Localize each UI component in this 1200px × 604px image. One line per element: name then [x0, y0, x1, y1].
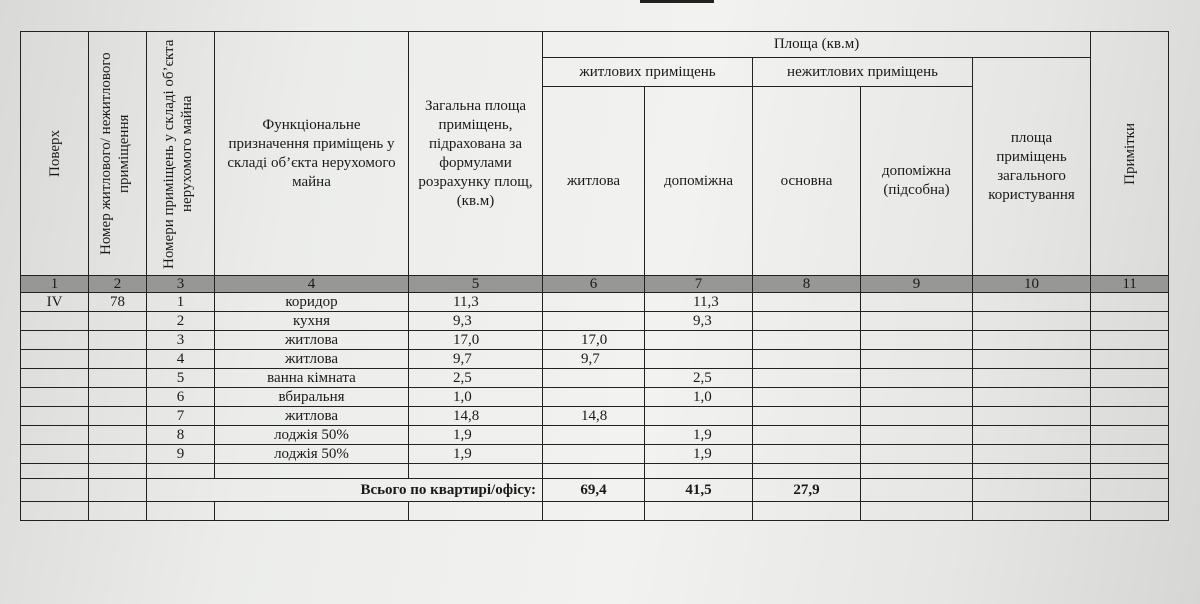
table-row	[21, 350, 1169, 369]
aux-area-cell	[645, 350, 753, 369]
header-area-group: Площа (кв.м)	[543, 32, 1091, 58]
room-name-cell: житлова	[215, 407, 409, 426]
table-row	[21, 331, 1169, 350]
total-area-cell: 2,5	[409, 369, 543, 388]
unit-cell	[89, 312, 147, 331]
header-unit-number: Номер житлового/ нежитлового приміщення	[89, 32, 147, 276]
floor-cell	[21, 426, 89, 445]
header-nonresidential: нежитлових приміщень	[753, 58, 973, 87]
floor-cell	[21, 407, 89, 426]
table-row	[21, 445, 1169, 464]
room-number-cell: 2	[147, 312, 215, 331]
header-floor: Поверх	[21, 32, 89, 276]
aux-area-cell	[645, 407, 753, 426]
room-name-cell: вбиральня	[215, 388, 409, 407]
room-number-cell: 5	[147, 369, 215, 388]
total-area-cell: 14,8	[409, 407, 543, 426]
aux-area-cell: 1,0	[645, 388, 753, 407]
table-row	[21, 293, 1169, 312]
room-number-cell: 8	[147, 426, 215, 445]
header-common-use: площа приміщень загального користування	[973, 58, 1091, 276]
column-number: 9	[861, 276, 973, 293]
column-number: 4	[215, 276, 409, 293]
table-row	[21, 369, 1169, 388]
column-number: 5	[409, 276, 543, 293]
total-area-cell: 11,3	[409, 293, 543, 312]
floor-cell	[21, 388, 89, 407]
totals-living-area: 41,5	[645, 479, 753, 502]
top-edge-mark	[640, 0, 714, 3]
living-area-cell: 17,0	[543, 331, 645, 350]
living-area-cell: 9,7	[543, 350, 645, 369]
room-name-cell: лоджія 50%	[215, 426, 409, 445]
table-row	[21, 426, 1169, 445]
table-row	[21, 407, 1169, 426]
header-room-numbers: Номери приміщень у складі об’єкта нерухомого майна	[147, 32, 215, 276]
room-name-cell: ванна кімната	[215, 369, 409, 388]
living-area-cell	[543, 445, 645, 464]
living-area-cell	[543, 388, 645, 407]
aux-area-cell	[645, 331, 753, 350]
room-number-cell: 9	[147, 445, 215, 464]
floor-cell	[21, 350, 89, 369]
aux-area-cell: 1,9	[645, 426, 753, 445]
unit-cell	[89, 388, 147, 407]
blank-row	[21, 464, 1169, 479]
header-notes: Примітки	[1091, 32, 1169, 276]
totals-row	[21, 479, 1169, 502]
aux-area-cell: 2,5	[645, 369, 753, 388]
column-number: 11	[1091, 276, 1169, 293]
table-row	[21, 312, 1169, 331]
column-number: 8	[753, 276, 861, 293]
totals-aux-area: 27,9	[753, 479, 861, 502]
living-area-cell	[543, 312, 645, 331]
area-explication-table	[20, 31, 1169, 521]
column-numbers-row	[21, 276, 1169, 293]
blank-row	[21, 502, 1169, 521]
total-area-cell: 9,3	[409, 312, 543, 331]
header-auxiliary-support: допоміжна (підсобна)	[861, 87, 973, 276]
totals-label: Всього по квартирі/офісу:	[147, 479, 543, 502]
total-area-cell: 1,9	[409, 445, 543, 464]
room-number-cell: 6	[147, 388, 215, 407]
room-number-cell: 3	[147, 331, 215, 350]
living-area-cell	[543, 293, 645, 312]
table-row	[21, 388, 1169, 407]
column-number: 2	[89, 276, 147, 293]
header-living: житлова	[543, 87, 645, 276]
floor-cell	[21, 331, 89, 350]
floor-cell: IV	[21, 293, 89, 312]
unit-cell	[89, 350, 147, 369]
unit-cell	[89, 407, 147, 426]
floor-cell	[21, 445, 89, 464]
unit-cell	[89, 331, 147, 350]
unit-cell	[89, 369, 147, 388]
room-number-cell: 7	[147, 407, 215, 426]
aux-area-cell: 9,3	[645, 312, 753, 331]
living-area-cell	[543, 369, 645, 388]
column-number: 1	[21, 276, 89, 293]
living-area-cell: 14,8	[543, 407, 645, 426]
header-auxiliary: допоміжна	[645, 87, 753, 276]
unit-cell	[89, 426, 147, 445]
floor-cell	[21, 369, 89, 388]
aux-area-cell: 1,9	[645, 445, 753, 464]
header-main: основна	[753, 87, 861, 276]
room-number-cell: 4	[147, 350, 215, 369]
total-area-cell: 9,7	[409, 350, 543, 369]
room-name-cell: кухня	[215, 312, 409, 331]
column-number: 7	[645, 276, 753, 293]
header-residential: житлових приміщень	[543, 58, 753, 87]
header-total-area: Загальна площа приміщень, підрахована за формулами розрахунку площ, (кв.м)	[409, 32, 543, 276]
room-name-cell: житлова	[215, 350, 409, 369]
room-number-cell: 1	[147, 293, 215, 312]
floor-cell	[21, 312, 89, 331]
totals-total-area: 69,4	[543, 479, 645, 502]
living-area-cell	[543, 426, 645, 445]
total-area-cell: 1,0	[409, 388, 543, 407]
unit-cell	[89, 445, 147, 464]
header-function: Функціональне призначення приміщень у складі об’єкта нерухомого майна	[215, 32, 409, 276]
total-area-cell: 1,9	[409, 426, 543, 445]
room-name-cell: житлова	[215, 331, 409, 350]
column-number: 3	[147, 276, 215, 293]
column-number: 6	[543, 276, 645, 293]
room-name-cell: коридор	[215, 293, 409, 312]
total-area-cell: 17,0	[409, 331, 543, 350]
unit-cell: 78	[89, 293, 147, 312]
aux-area-cell: 11,3	[645, 293, 753, 312]
column-number: 10	[973, 276, 1091, 293]
room-name-cell: лоджія 50%	[215, 445, 409, 464]
